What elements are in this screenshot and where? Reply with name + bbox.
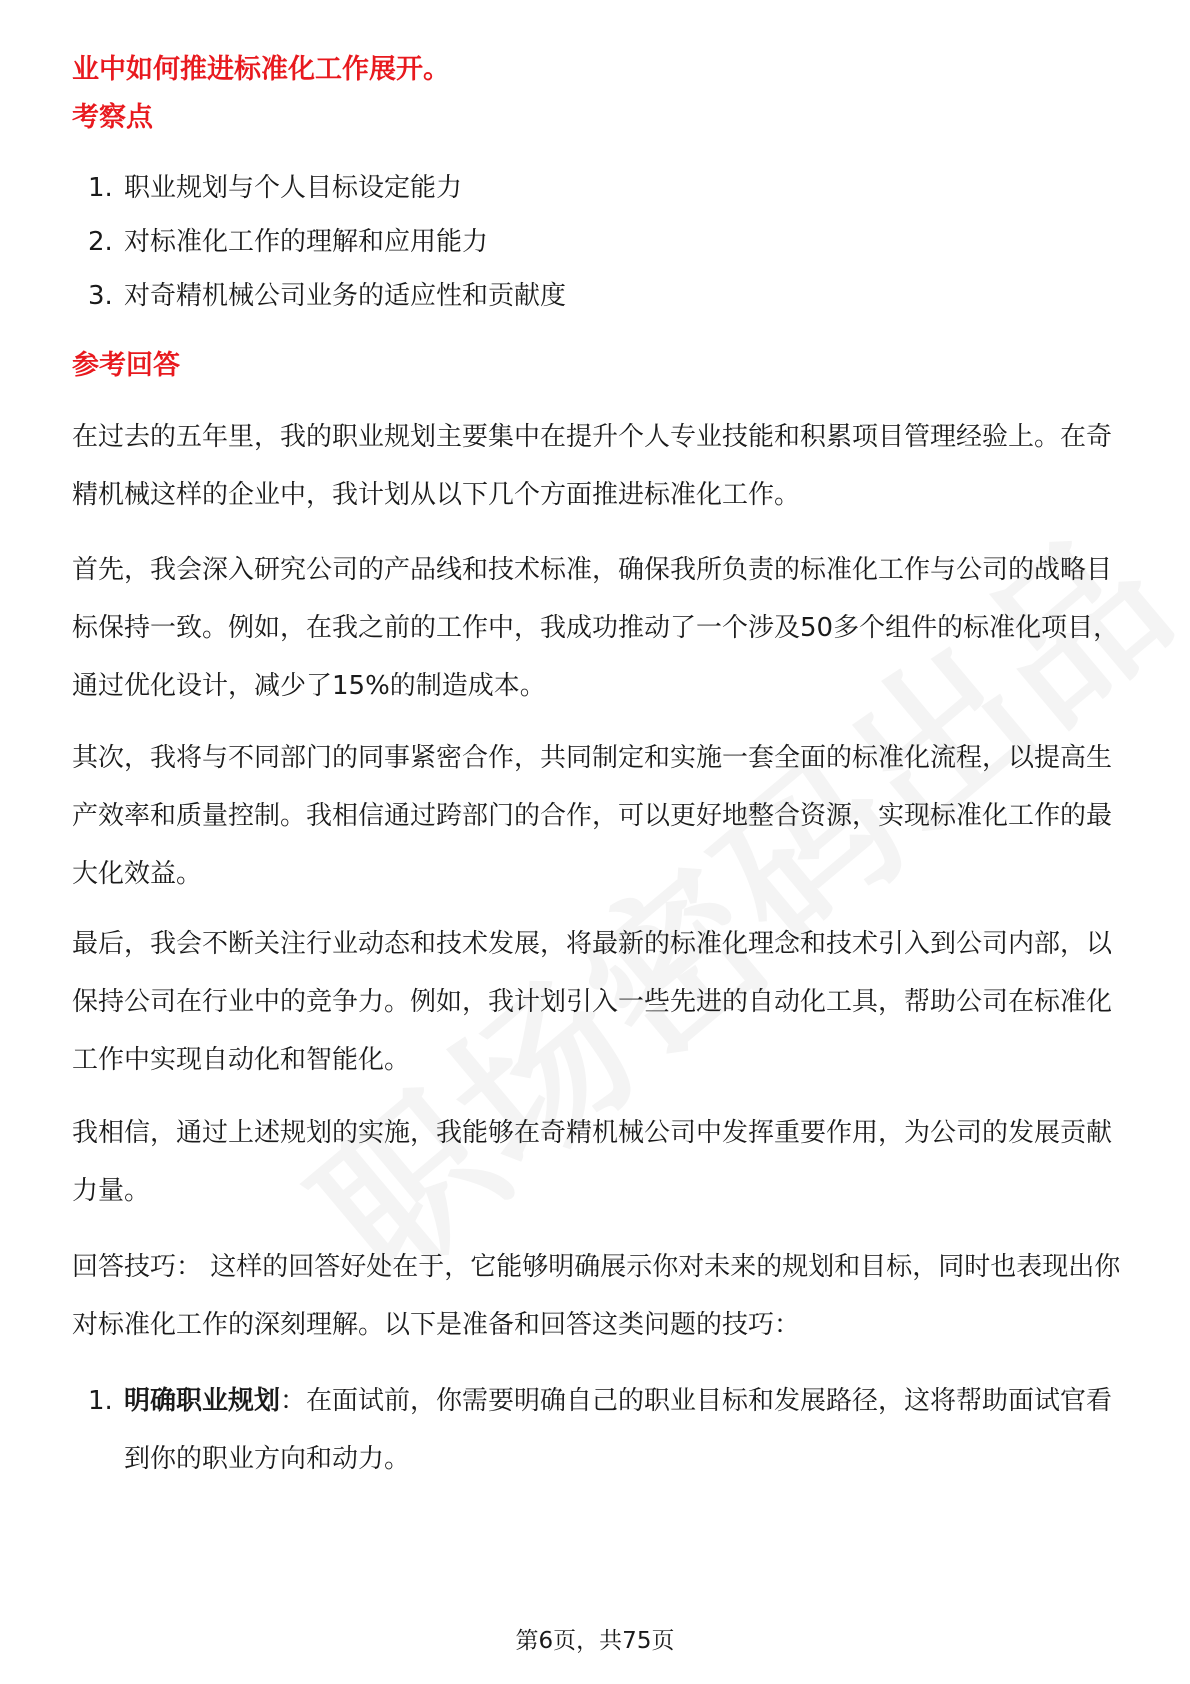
list-item: [72, 278, 566, 314]
answer-paragraph: 其次，我将与不同部门的同事紧密合作，共同制定和实施一套全面的标准化流程，以提高生产效率和质量控制。我相信通过跨部门的合作，可以更好地整合资源，实现标准化工作的最大化效益。: [72, 743, 1113, 889]
points-list: [72, 170, 566, 314]
tip-text: ：在面试前，你需要明确自己的职业目标和发展路径，这将帮助面试官看到你的职业方向和动力。: [124, 1386, 1113, 1474]
list-item-text: 对奇精机械公司业务的适应性和贡献度: [124, 281, 567, 311]
answer-paragraph: 我相信，通过上述规划的实施，我能够在奇精机械公司中发挥重要作用，为公司的发展贡献力量。: [72, 1118, 1113, 1206]
list-number: 1.: [88, 1386, 113, 1416]
answer-paragraph: 在过去的五年里，我的职业规划主要集中在提升个人专业技能和积累项目管理经验上。在奇精机械这样的企业中，我计划从以下几个方面推进标准化工作。: [72, 422, 1113, 510]
answer-paragraph: 最后，我会不断关注行业动态和技术发展，将最新的标准化理念和技术引入到公司内部，以保持公司在行业中的竞争力。例如，我计划引入一些先进的自动化工具，帮助公司在标准化工作中实现自动化和智能化。: [72, 929, 1113, 1075]
list-number: 2.: [88, 227, 113, 257]
answer-paragraph: 首先，我会深入研究公司的产品线和技术标准，确保我所负责的标准化工作与公司的战略目标保持一致。例如，在我之前的工作中，我成功推动了一个涉及50多个组件的标准化项目，通过优化设计，减少了15%的制造成本。: [72, 555, 1120, 701]
list-item-text: 职业规划与个人目标设定能力: [124, 173, 463, 203]
question-tail: 业中如何推进标准化工作展开。: [72, 54, 450, 85]
tip-label: 明确职业规划: [124, 1386, 281, 1416]
section-heading-answer: 参考回答: [72, 350, 180, 381]
list-number: 3.: [88, 281, 113, 311]
list-item: [72, 170, 566, 206]
page-footer: 第6页，共75页: [515, 1628, 675, 1654]
section-heading-points: 考察点: [72, 102, 153, 133]
list-number: 1.: [88, 173, 113, 203]
tips-intro-paragraph: 回答技巧： 这样的回答好处在于，它能够明确展示你对未来的规划和目标，同时也表现出你对标准化工作的深刻理解。以下是准备和回答这类问题的技巧：: [72, 1252, 1121, 1340]
list-item-text: 对标准化工作的理解和应用能力: [124, 227, 489, 257]
list-item: [72, 224, 566, 260]
tip-item: [72, 1372, 1122, 1488]
